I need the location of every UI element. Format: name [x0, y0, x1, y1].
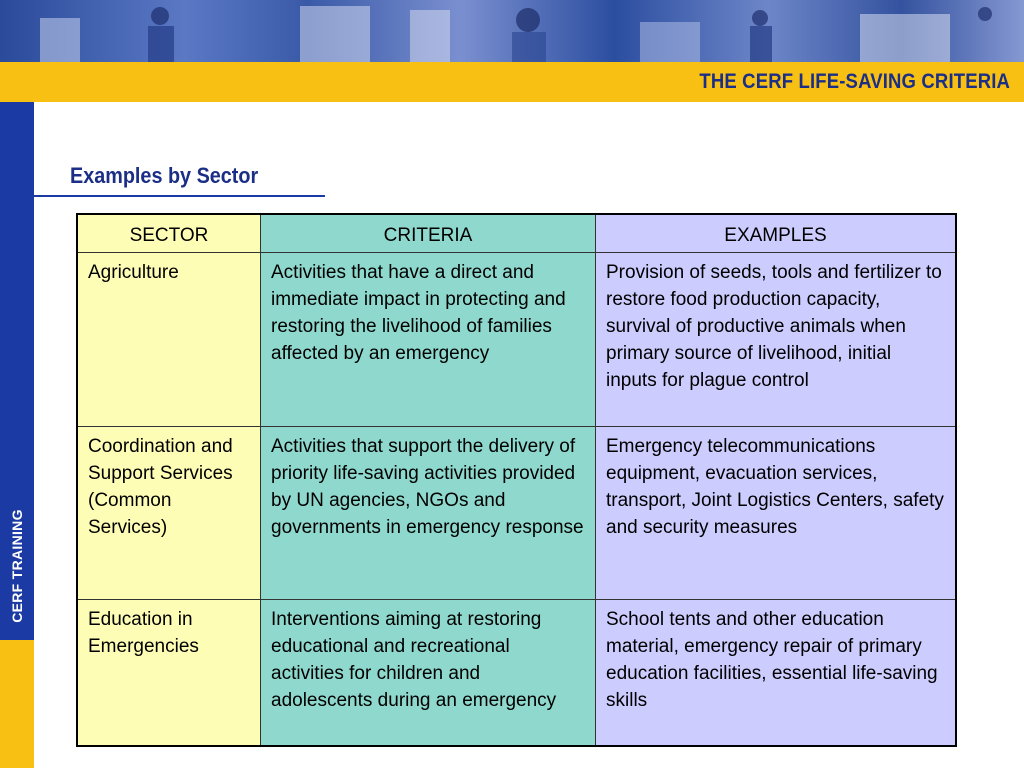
column-header-criteria: CRITERIA [261, 214, 596, 253]
side-label: CERF TRAINING [9, 509, 25, 623]
table-header-row [77, 214, 956, 253]
examples-cell: School tents and other education material, emergency repair of primary education facilities, essential life-saving skills [596, 600, 957, 747]
slide-title: THE CERF LIFE-SAVING CRITERIA [699, 70, 1010, 93]
examples-cell: Emergency telecommunications equipment, evacuation services, transport, Joint Logistics Centers, safety and security measures [596, 427, 957, 600]
section-subtitle: Examples by Sector [70, 163, 259, 188]
examples-cell: Provision of seeds, tools and fertilizer to restore food production capacity, survival of productive animals when primary source of livelihood, initial inputs for plague control [596, 253, 957, 427]
criteria-cell: Activities that support the delivery of priority life-saving activities provided by UN agencies, NGOs and governments in emergency response [261, 427, 596, 600]
side-bar-accent [0, 640, 34, 768]
sector-cell: Education in Emergencies [77, 600, 261, 747]
column-header-examples: EXAMPLES [596, 214, 957, 253]
table-row [77, 600, 956, 747]
criteria-table [76, 213, 957, 747]
sector-cell: Agriculture [77, 253, 261, 427]
title-bar [0, 62, 1024, 102]
sector-cell: Coordination and Support Services (Common Services) [77, 427, 261, 600]
photo-collage-image [0, 0, 1024, 62]
subtitle-underline [34, 195, 325, 197]
table-row [77, 253, 956, 427]
photo-banner [0, 0, 1024, 62]
column-header-sector: SECTOR [77, 214, 261, 253]
table-row [77, 427, 956, 600]
criteria-cell: Interventions aiming at restoring educational and recreational activities for children and adolescents during an emergency [261, 600, 596, 747]
criteria-cell: Activities that have a direct and immediate impact in protecting and restoring the livelihood of families affected by an emergency [261, 253, 596, 427]
